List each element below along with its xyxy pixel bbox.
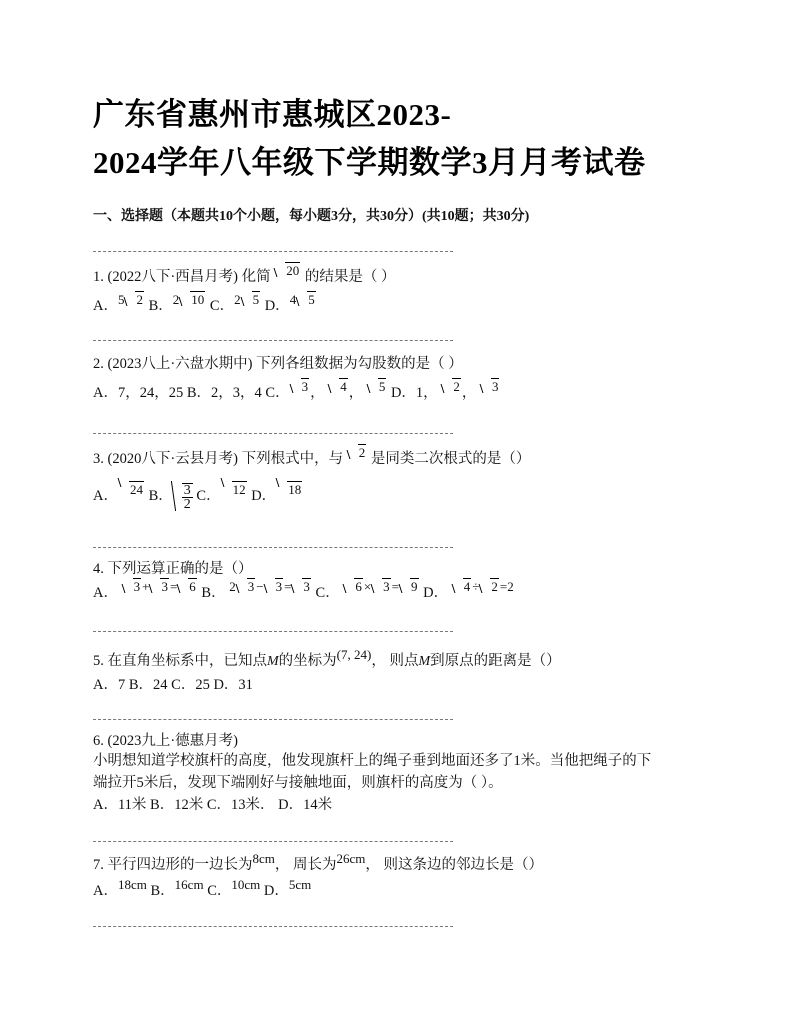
question-1-stem: 1. (2022八下·西昌月考) 化简 20 的结果是（ ） — [93, 263, 396, 285]
separator — [93, 841, 453, 842]
question-6-text-2: 端拉开5米后，发现下端刚好与接触地面，则旗杆的高度为（ ）。 — [93, 775, 503, 791]
question-3-stem: 3. (2020八下·云县月考) 下列根式中，与 2 是同类二次根式的是（） — [93, 445, 531, 467]
separator — [93, 631, 453, 632]
separator — [93, 251, 453, 252]
question-6-text-1: 小明想知道学校旗杆的高度，他发现旗杆上的绳子垂到地面还多了1米。当他把绳子的下 — [93, 753, 652, 769]
question-5-options: A．7 B．24 C．25 D．31 — [93, 677, 253, 693]
question-2-stem: 2. (2023八上·六盘水期中) 下列各组数据为勾股数的是（ ） — [93, 356, 463, 372]
separator — [93, 719, 453, 720]
separator — [93, 433, 453, 434]
question-4-options: A． 3 + 3 = 6 B． 2 3 − 3 = 3 C． 6 × 3 = 9 D． 4 ÷ 2 =2 — [93, 579, 514, 601]
question-4-stem: 4. 下列运算正确的是（） — [93, 561, 253, 577]
separator — [93, 926, 453, 927]
question-7-options: A．18cm B．16cm C．10cm D．5cm — [93, 877, 312, 899]
question-6-stem: 6. (2023九上·德惠月考) — [93, 733, 238, 749]
question-1-options: A．5 2 B．2 10 C．2 5 D．4 5 — [93, 292, 315, 314]
separator — [93, 340, 453, 341]
separator — [93, 547, 453, 548]
document-title-line-1: 广东省惠州市惠城区2023- — [93, 97, 452, 132]
sqrt-expression: 20 — [275, 262, 300, 280]
question-7-stem: 7. 平行四边形的一边长为8cm， 周长为26cm， 则这条边的邻边长是（） — [93, 851, 544, 873]
question-3-options: A． 24 B． $\frac{3}{2}$ C． 12 D． 18 — [93, 478, 303, 515]
sqrt-fraction: $\frac{3}{2}$ — [173, 479, 193, 515]
section-heading: 一、选择题（本题共10个小题，每小题3分，共30分）(共10题；共30分) — [93, 209, 530, 224]
question-2-options: A．7，24，25 B．2，3，4 C． 3 ， 4 ， 5 D．1， 2 ， 3 — [93, 379, 499, 401]
document-title-line-2: 2024学年八年级下学期数学3月月考试卷 — [93, 145, 646, 180]
question-5-stem: 5. 在直角坐标系中，已知点M的坐标为(7, 24)， 则点M到原点的距离是（） — [93, 647, 561, 669]
question-6-options: A．11米 B．12米 C．13米． D．14米 — [93, 797, 333, 813]
